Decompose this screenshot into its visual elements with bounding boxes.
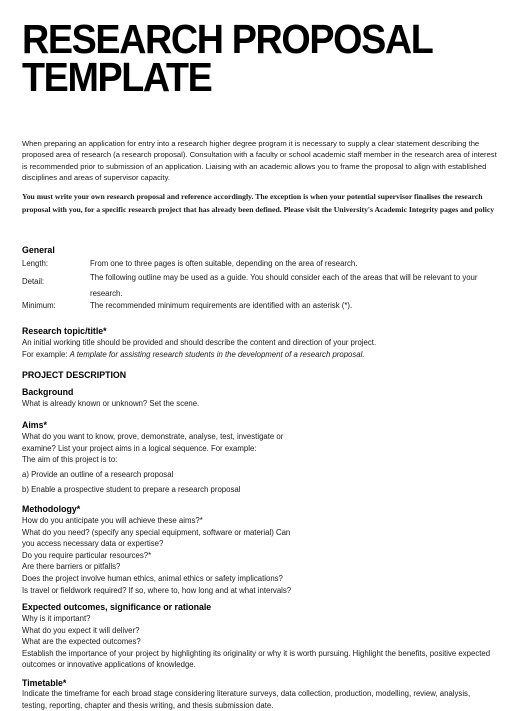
aims-heading: Aims* bbox=[22, 420, 47, 430]
detail-value bbox=[90, 272, 510, 299]
document-title bbox=[22, 16, 433, 100]
research-topic-example bbox=[22, 349, 512, 361]
outcomes-line: What are the expected outcomes? bbox=[22, 637, 141, 647]
minimum-value: The recommended minimum requirements are identified with an asterisk (*). bbox=[90, 301, 353, 310]
methodology-line: How do you anticipate you will achieve these aims?* bbox=[22, 516, 203, 525]
timetable-line: Indicate the timeframe for each broad stage considering literature surveys, data collection, production, modelling, review, analysis, bbox=[22, 689, 471, 698]
outcomes-heading: Expected outcomes, significance or rationale bbox=[22, 602, 212, 612]
research-topic-heading: Research topic/title* bbox=[22, 326, 107, 336]
intro-line: is recommended prior to submission of an application. Liaising with an academic allows you to frame the proposal to align with established bbox=[22, 161, 487, 171]
example-italic: A template for assisting research students in the development of a research proposal. bbox=[69, 349, 365, 359]
methodology-line: you access necessary data or expertise? bbox=[22, 539, 164, 549]
methodology-text bbox=[22, 515, 512, 596]
general-heading: General bbox=[22, 245, 55, 255]
outcomes-text bbox=[22, 613, 512, 671]
example-prefix: For example: bbox=[22, 349, 70, 359]
aims-line: The aim of this project is to: bbox=[22, 455, 118, 465]
aims-item-a: a) Provide an outline of a research proposal bbox=[22, 469, 174, 479]
outcomes-line: What do you expect it will deliver? bbox=[22, 625, 140, 635]
title-line-1: RESEARCH PROPOSAL bbox=[22, 16, 433, 62]
methodology-heading: Methodology* bbox=[22, 504, 81, 514]
aims-item-b: b) Enable a prospective student to prepare a research proposal bbox=[22, 485, 241, 495]
outcomes-line: Why is it important? bbox=[22, 614, 91, 623]
detail-value-line: research. bbox=[90, 288, 123, 298]
length-value: From one to three pages is often suitable, depending on the area of research. bbox=[90, 259, 358, 268]
aims-line: What do you want to know, prove, demonstrate, analyse, test, investigate or bbox=[22, 432, 284, 441]
background-heading: Background bbox=[22, 387, 74, 397]
timetable-text bbox=[22, 688, 512, 711]
methodology-line: Are there barriers or pitfalls? bbox=[22, 562, 121, 572]
methodology-line: What do you need? (specify any special equipment, software or material) Can bbox=[22, 527, 291, 537]
intro-line: disciplines and areas of supervisor capacity. bbox=[22, 172, 171, 182]
length-label: Length: bbox=[22, 259, 49, 268]
methodology-line: Is travel or fieldwork required? If so, where to, how long and at what intervals? bbox=[22, 585, 292, 595]
aims-text bbox=[22, 431, 512, 496]
outcomes-line: Establish the importance of your project by highlighting its originality or why it is worth pursuing. Highlight the benefits, positive expected bbox=[22, 648, 491, 658]
detail-value-line: The following outline may be used as a guide. You should consider each of the areas that will be relevant to your bbox=[90, 273, 478, 282]
timetable-line: testing, reporting, chapter and thesis writing, and thesis submission date. bbox=[22, 700, 274, 710]
notice-line: proposal with you, for a specific research project that has already been defined. Please visit the University's Academic Integrity pages and policy bbox=[22, 205, 495, 214]
outcomes-line: outcomes or innovative applications of knowledge. bbox=[22, 660, 196, 670]
detail-label: Detail: bbox=[22, 277, 45, 286]
intro-line: When preparing an application for entry into a research higher degree program it is necessary to supply a clear statement describing the bbox=[22, 139, 480, 148]
methodology-line: Does the project involve human ethics, animal ethics or safety implications? bbox=[22, 573, 283, 583]
minimum-label: Minimum: bbox=[22, 301, 56, 310]
methodology-line: Do you require particular resources?* bbox=[22, 550, 152, 560]
research-topic-text bbox=[22, 337, 512, 360]
aims-line: examine? List your project aims in a logical sequence. For example: bbox=[22, 443, 257, 453]
intro-paragraph bbox=[22, 138, 518, 183]
timetable-heading: Timetable* bbox=[22, 678, 67, 688]
title-line-2: TEMPLATE bbox=[22, 54, 212, 100]
notice-line: You must write your own research proposal and reference accordingly. The exception is when your potential supervisor finalises the research bbox=[22, 192, 483, 201]
project-description-heading: PROJECT DESCRIPTION bbox=[22, 370, 127, 380]
academic-integrity-notice bbox=[22, 190, 522, 216]
background-text: What is already known or unknown? Set the scene. bbox=[22, 399, 200, 408]
research-topic-line: An initial working title should be provided and should describe the content and direction of your project. bbox=[22, 338, 377, 347]
intro-line: proposed area of research (a research proposal). Consultation with a faculty or school academic staff member in the research area of interest bbox=[22, 150, 497, 160]
